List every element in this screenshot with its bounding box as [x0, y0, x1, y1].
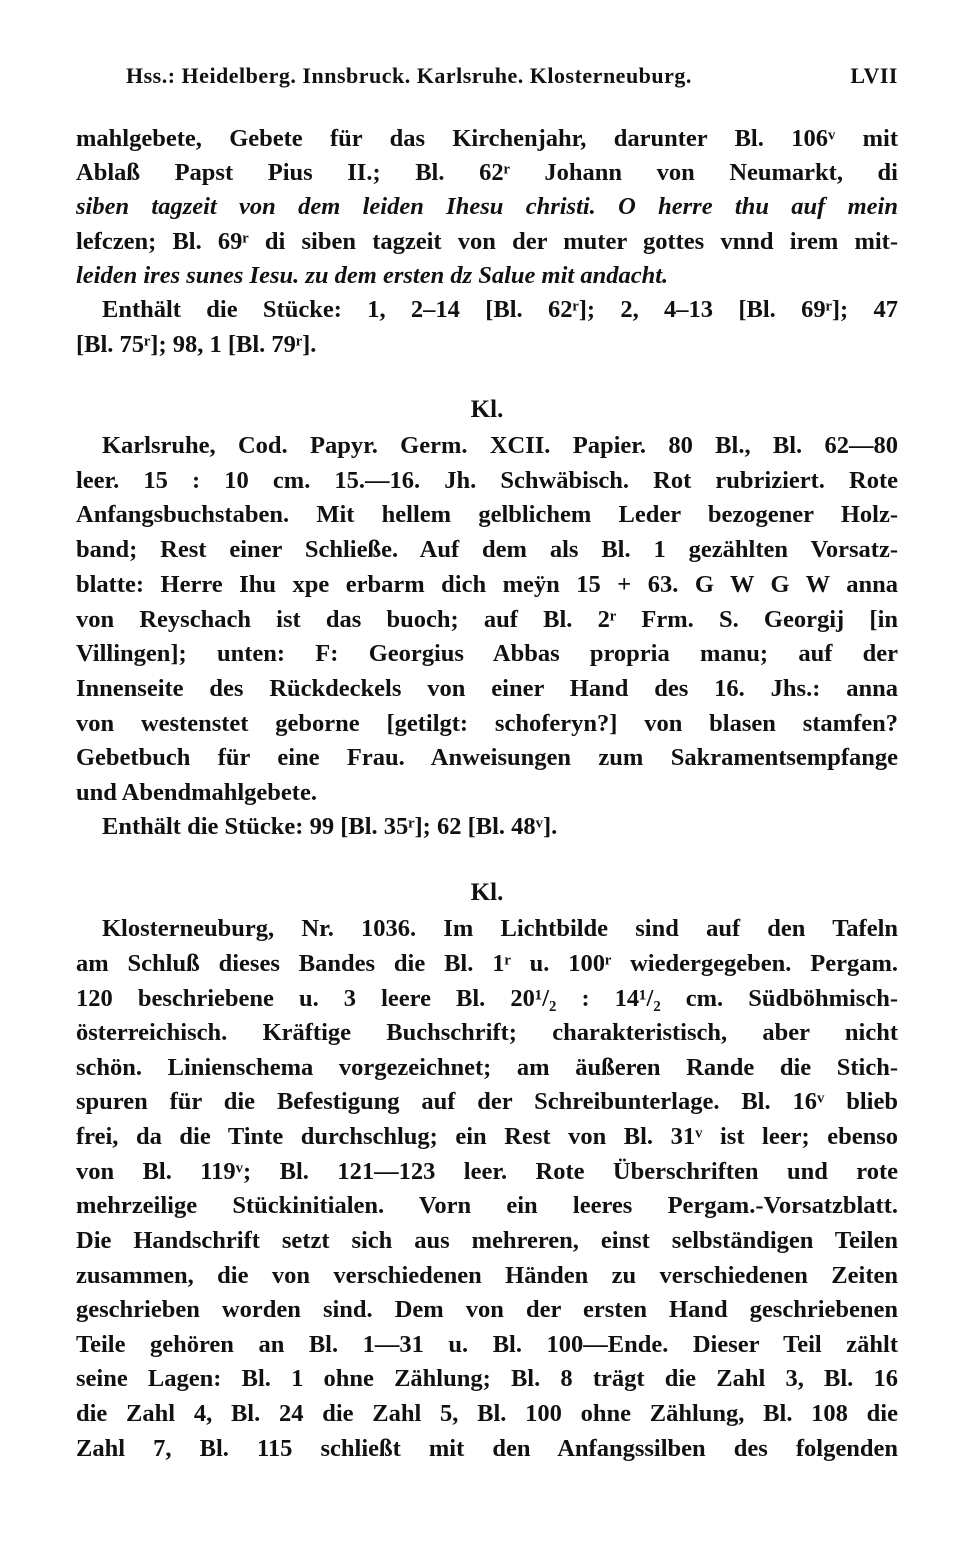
text-line: österreichisch. Kräftige Buchschrift; charakteristisch, aber nicht	[76, 1019, 898, 1046]
text-line: schön. Linienschema vorgezeichnet; am äußeren Rande die Stich-	[76, 1054, 898, 1081]
text-line: geschrieben worden sind. Dem von der ersten Hand geschriebenen	[76, 1296, 898, 1323]
text-line: seine Lagen: Bl. 1 ohne Zählung; Bl. 8 trägt die Zahl 3, Bl. 16	[76, 1365, 898, 1392]
page-number: LVII	[850, 63, 898, 88]
text-line: band; Rest einer Schließe. Auf dem als Bl. 1 gezählten Vorsatz-	[76, 536, 898, 563]
text-line: lefczen; Bl. 69ʳ di siben tagzeit von der muter gottes vnnd irem mit-	[76, 228, 898, 255]
text-line: spuren für die Befestigung auf der Schreibunterlage. Bl. 16ᵛ blieb	[76, 1088, 898, 1115]
text-line: leer. 15 : 10 cm. 15.—16. Jh. Schwäbisch. Rot rubriziert. Rote	[76, 467, 898, 494]
text-line: Teile gehören an Bl. 1—31 u. Bl. 100—Ende. Dieser Teil zählt	[76, 1331, 898, 1358]
text-line: Ablaß Papst Pius II.; Bl. 62ʳ Johann von Neumarkt, di	[76, 159, 898, 186]
running-title: Hss.: Heidelberg. Innsbruck. Karlsruhe. Klosterneuburg.	[126, 63, 692, 88]
running-header	[126, 63, 898, 93]
text-line: Gebetbuch für eine Frau. Anweisungen zum Sakramentsempfange	[76, 744, 898, 771]
text-line: und Abendmahlgebete.	[76, 779, 317, 806]
text-line: leiden ires sunes Iesu. zu dem ersten dz Salue mit andacht.	[76, 262, 669, 289]
text-line: Anfangsbuchstaben. Mit hellem gelblichem Leder bezogener Holz-	[76, 501, 898, 528]
text-line: von Reyschach ist das buoch; auf Bl. 2ʳ Frm. S. Georgij [in	[76, 606, 898, 633]
text-line: Enthält die Stücke: 1, 2–14 [Bl. 62ʳ]; 2, 4–13 [Bl. 69ʳ]; 47	[102, 296, 898, 323]
text-line: siben tagzeit von dem leiden Ihesu christi. O herre thu auf mein	[76, 193, 898, 220]
text-line: von Bl. 119ᵛ; Bl. 121—123 leer. Rote Überschriften und rote	[76, 1158, 898, 1185]
text-line: Enthält die Stücke: 99 [Bl. 35ʳ]; 62 [Bl. 48ᵛ].	[102, 813, 558, 840]
siglum-heading: Kl.	[470, 396, 504, 423]
siglum-heading: Kl.	[470, 879, 504, 906]
text-line: Zahl 7, Bl. 115 schließt mit den Anfangssilben des folgenden	[76, 1435, 898, 1462]
text-line: Innenseite des Rückdeckels von einer Hand des 16. Jhs.: anna	[76, 675, 898, 702]
text-line: frei, da die Tinte durchschlug; ein Rest von Bl. 31ᵛ ist leer; ebenso	[76, 1123, 898, 1150]
text-line: die Zahl 4, Bl. 24 die Zahl 5, Bl. 100 ohne Zählung, Bl. 108 die	[76, 1400, 898, 1427]
text-line: zusammen, die von verschiedenen Händen zu verschiedenen Zeiten	[76, 1262, 898, 1289]
text-line: Villingen]; unten: F: Georgius Abbas propria manu; auf der	[76, 640, 898, 667]
text-line: mehrzeilige Stückinitialen. Vorn ein leeres Pergam.-Vorsatzblatt.	[76, 1192, 898, 1219]
text-line: Karlsruhe, Cod. Papyr. Germ. XCII. Papier. 80 Bl., Bl. 62—80	[102, 432, 898, 459]
text-line: 120 beschriebene u. 3 leere Bl. 20¹/₂ : 14¹/₂ cm. Südböhmisch-	[76, 985, 898, 1012]
text-line: blatte: Herre Ihu xpe erbarm dich meÿn 15 + 63. G W G W anna	[76, 571, 898, 598]
text-line: von westenstet geborne [getilgt: schoferyn?] von blasen stamfen?	[76, 710, 898, 737]
text-line: mahlgebete, Gebete für das Kirchenjahr, darunter Bl. 106ᵛ mit	[76, 125, 898, 152]
text-line: [Bl. 75ʳ]; 98, 1 [Bl. 79ʳ].	[76, 331, 317, 358]
text-line: am Schluß dieses Bandes die Bl. 1ʳ u. 100ʳ wiedergegeben. Pergam.	[76, 950, 898, 977]
text-line: Die Handschrift setzt sich aus mehreren, einst selbständigen Teilen	[76, 1227, 898, 1254]
text-line: Klosterneuburg, Nr. 1036. Im Lichtbilde sind auf den Tafeln	[102, 915, 898, 942]
